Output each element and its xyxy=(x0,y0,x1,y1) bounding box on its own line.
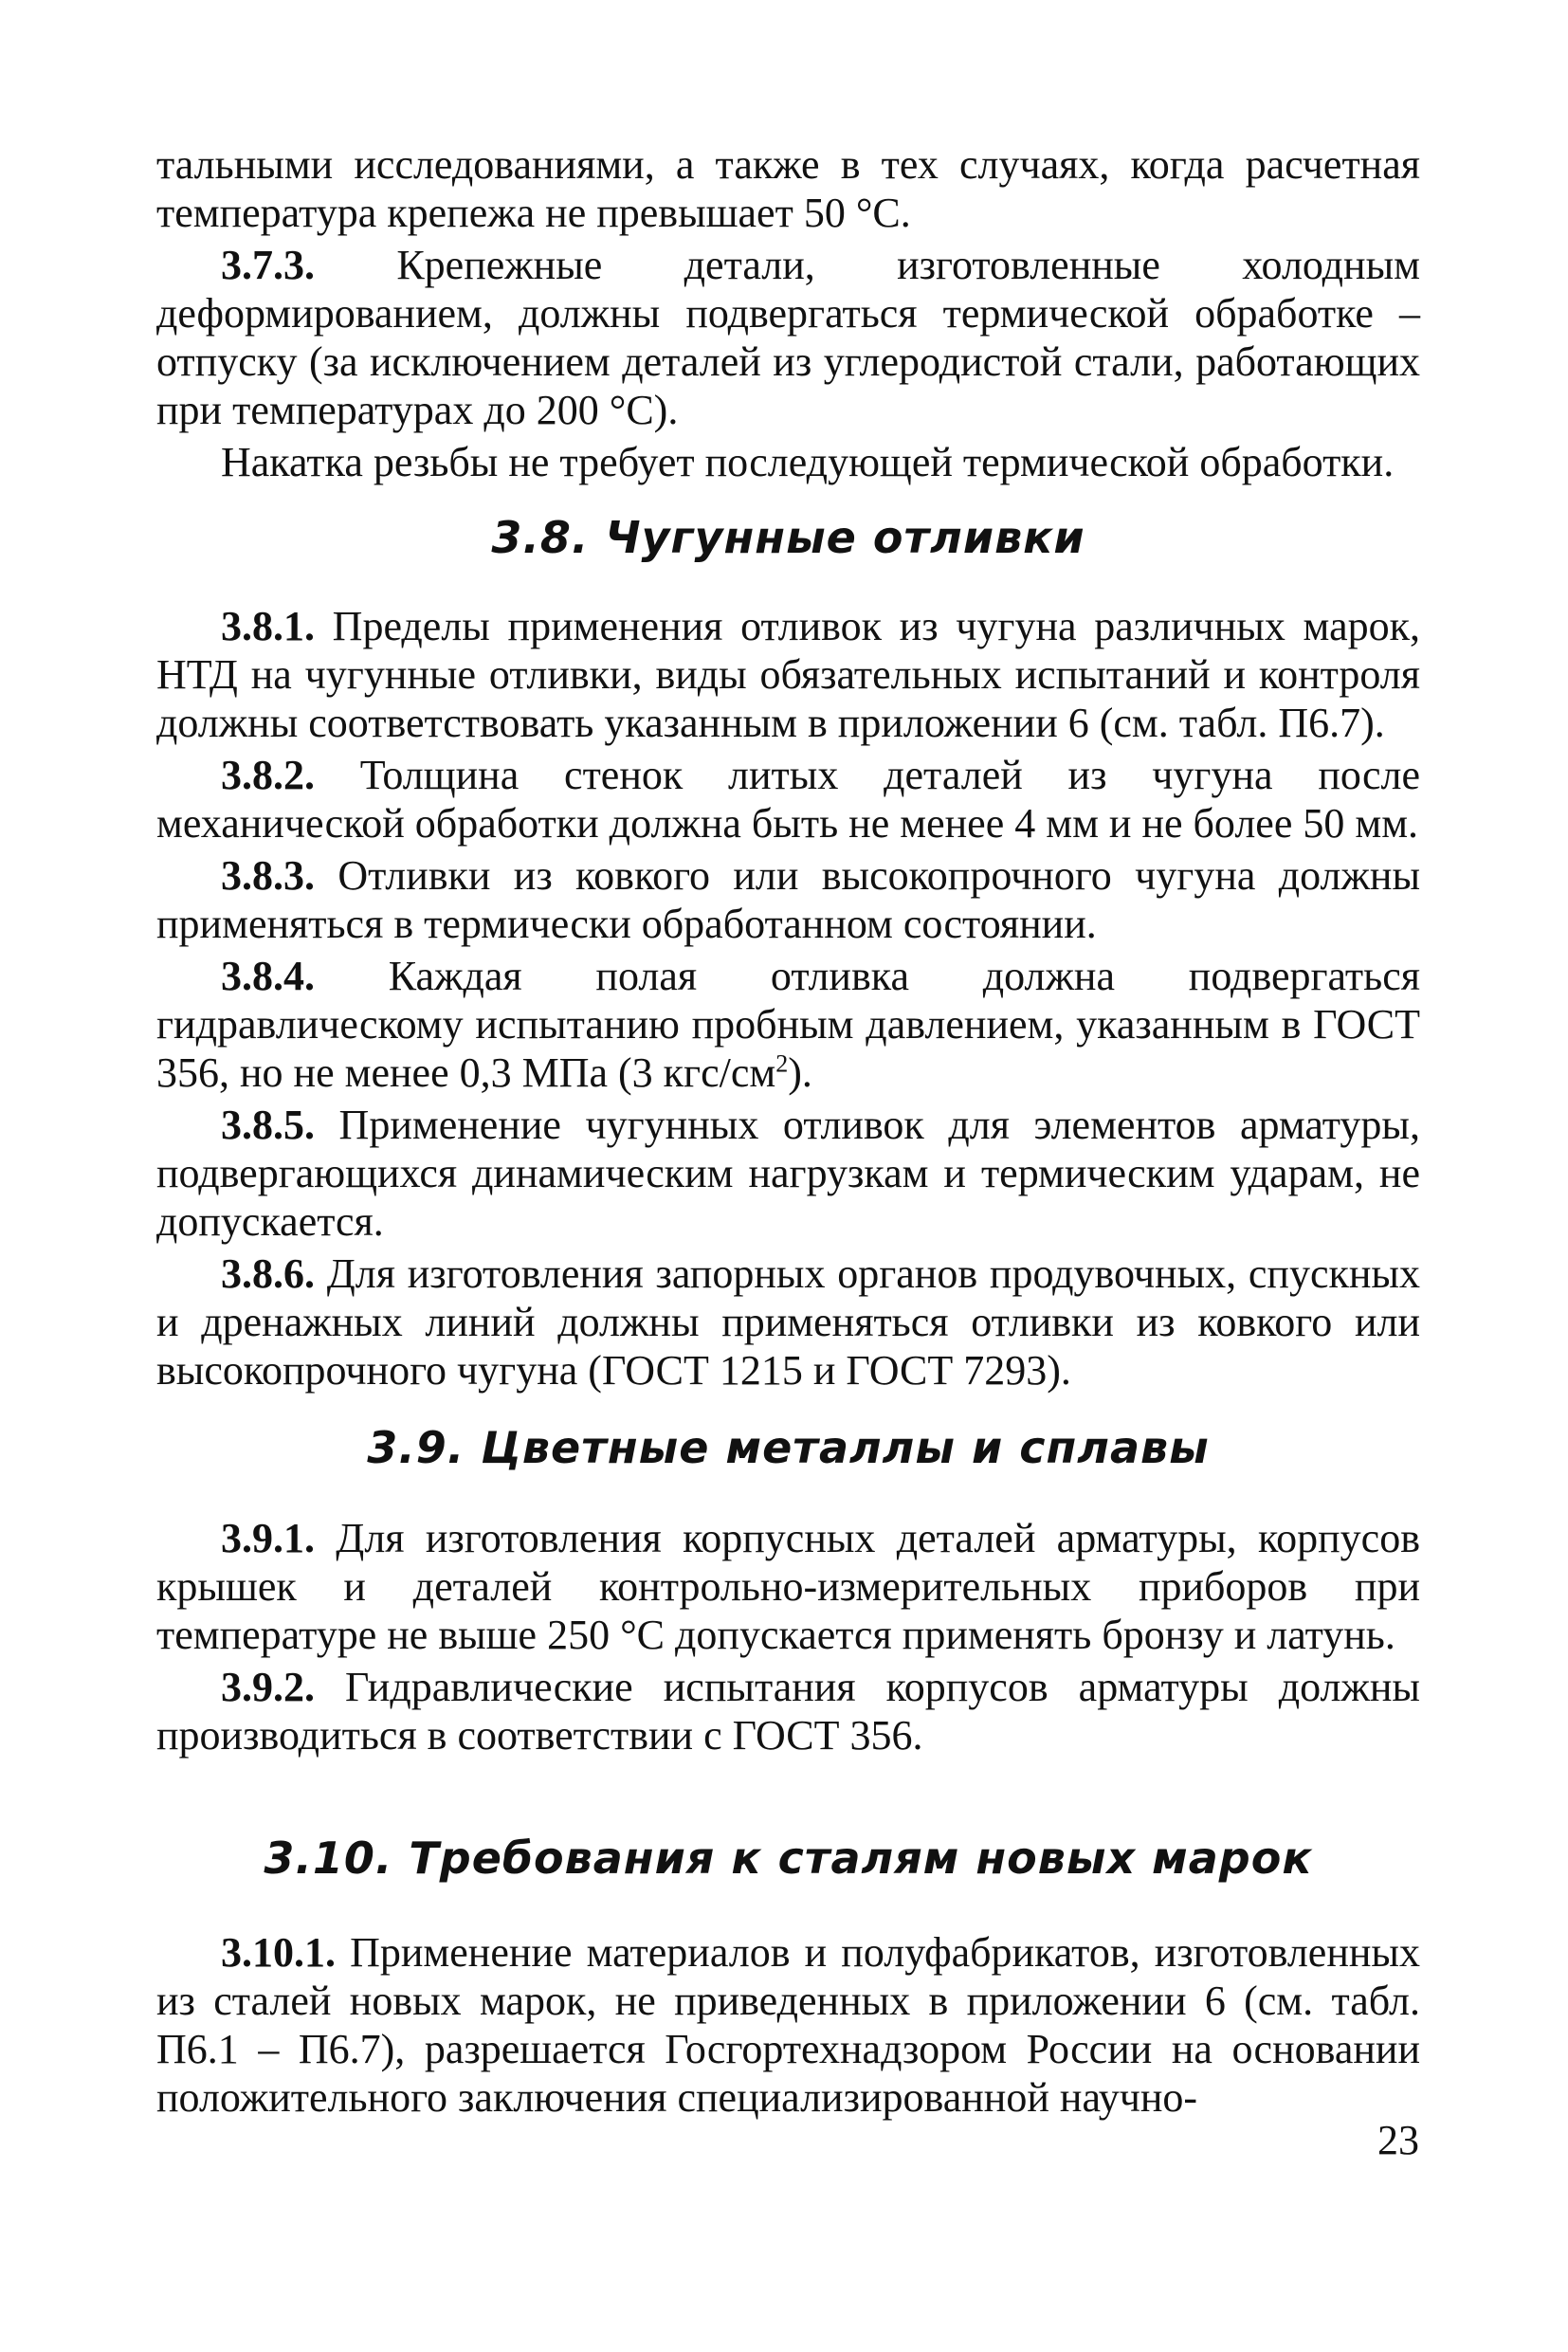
clause-number: 3.8.3. xyxy=(221,852,315,899)
clause-text: Пределы применения отливок из чугуна различных марок, НТД на чугунные отливки, виды обязательных испытаний и контроля должны соответствовать указанным в приложении 6 (см. табл. П6.7). xyxy=(156,603,1420,746)
paragraph-3-10-1 xyxy=(156,1928,1420,2122)
clause-number: 3.9.1. xyxy=(221,1515,315,1561)
clause-number: 3.8.5. xyxy=(221,1102,315,1148)
paragraph-continuation: тальными исследованиями, а также в тех случаях, когда расчетная температура крепежа не превышает 50 °С. xyxy=(156,141,1420,236)
clause-number: 3.8.4. xyxy=(221,953,315,999)
section-heading-3-9: 3.9. Цветные металлы и сплавы xyxy=(367,1422,1210,1473)
paragraph-3-8-5 xyxy=(156,1101,1420,1246)
paragraph-3-8-6 xyxy=(156,1249,1420,1395)
clause-number: 3.10.1. xyxy=(221,1929,336,1976)
paragraph-3-8-2 xyxy=(156,751,1420,848)
clause-number: 3.8.1. xyxy=(221,603,315,649)
paragraph-3-7-3 xyxy=(156,241,1420,434)
page-number: 23 xyxy=(1377,2117,1419,2163)
clause-text: Толщина стенок литых деталей из чугуна после механической обработки должна быть не менее 4 мм и не более 50 мм. xyxy=(156,752,1420,847)
section-heading-3-10: 3.10. Требования к сталям новых марок xyxy=(264,1832,1313,1884)
clause-text: Применение чугунных отливок для элементов арматуры, подвергающихся динамическим нагрузкам и термическим ударам, не допускается. xyxy=(156,1102,1420,1245)
paragraph-3-7-3-note: Накатка резьбы не требует последующей термической обработки. xyxy=(221,439,1395,485)
clause-text-tail: ). xyxy=(788,1049,812,1096)
clause-number: 3.8.6. xyxy=(221,1250,315,1297)
paragraph-3-8-1 xyxy=(156,602,1420,747)
paragraph-3-8-4 xyxy=(156,952,1420,1097)
section-heading-3-8: 3.8. Чугунные отливки xyxy=(491,512,1085,563)
clause-number: 3.8.2. xyxy=(221,752,315,798)
clause-text: Применение материалов и полуфабрикатов, изготовленных из сталей новых марок, не приведенных в приложении 6 (см. табл. П6.1 – П6.7), разрешается Госгортехнадзором России на основании положительного заключения специализированной научно- xyxy=(156,1929,1420,2121)
clause-text: Каждая полая отливка должна подвергаться гидравлическому испытанию пробным давлением, указанным в ГОСТ 356, но не менее 0,3 МПа (3 кгс/см xyxy=(156,953,1420,1096)
clause-text: Отливки из ковкого или высокопрочного чугуна должны применяться в термически обработанном состоянии. xyxy=(156,852,1420,947)
clause-text: Крепежные детали, изготовленные холодным деформированием, должны подвергаться термической обработке – отпуску (за исключением деталей из углеродистой стали, работающих при температурах до 200 °С). xyxy=(156,242,1420,433)
superscript: 2 xyxy=(775,1049,789,1078)
clause-text: Гидравлические испытания корпусов арматуры должны производиться в соответствии с ГОСТ 356. xyxy=(156,1664,1420,1759)
clause-number: 3.9.2. xyxy=(221,1664,315,1710)
clause-number: 3.7.3. xyxy=(221,242,315,288)
clause-text: Для изготовления корпусных деталей арматуры, корпусов крышек и деталей контрольно-измерительных приборов при температуре не выше 250 °С допускается применять бронзу и латунь. xyxy=(156,1515,1420,1658)
paragraph-3-9-2 xyxy=(156,1663,1420,1759)
document-page xyxy=(156,140,1420,2122)
paragraph-3-8-3 xyxy=(156,851,1420,948)
clause-text: Для изготовления запорных органов продувочных, спускных и дренажных линий должны применяться отливки из ковкого или высокопрочного чугуна (ГОСТ 1215 и ГОСТ 7293). xyxy=(156,1250,1420,1394)
paragraph-3-9-1 xyxy=(156,1514,1420,1659)
